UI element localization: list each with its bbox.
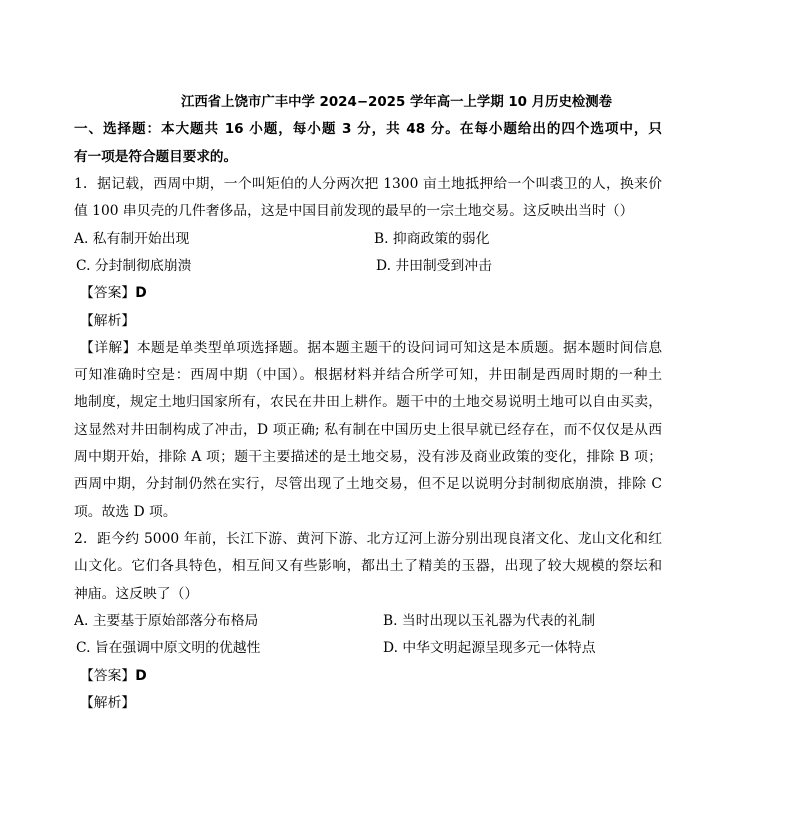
option-d: D. 中华文明起源呈现多元一体特点 xyxy=(383,640,596,657)
analysis-label: 【解析】 xyxy=(80,694,136,711)
question-2 xyxy=(74,526,662,717)
answer-line xyxy=(74,280,662,307)
section-heading-line: 一、选择题：本大题共 16 小题，每小题 3 分，共 48 分。在每小题给出的四个选项中，只 xyxy=(74,121,662,138)
detail-line: 西周中期，分封制仍然在实行，尽管出现了土地交易，但不足以说明分封制彻底崩溃，排除 C xyxy=(74,476,662,493)
detail-line: 项。故选 D 项。 xyxy=(74,503,177,520)
analysis-label: 【解析】 xyxy=(80,312,136,329)
options-row xyxy=(74,635,662,662)
page-content xyxy=(74,89,662,717)
document-title: 江西省上饶市广丰中学 2024−2025 学年高一上学期 10 月历史检测卷 xyxy=(180,95,613,110)
detail-line: 这显然对井田制构成了冲击，D 项正确; 私有制在中国历史上很早就已经存在，而不仅仅是从西 xyxy=(74,421,662,438)
detail-line: 周中期开始，排除 A 项；题干主要描述的是土地交易，没有涉及商业政策的变化，排除 B 项； xyxy=(74,449,662,466)
question-1 xyxy=(74,171,662,526)
option-a: A. 私有制开始出现 xyxy=(74,230,190,247)
section-heading xyxy=(74,116,662,171)
detail-line: 可知准确时空是：西周中期（中国）。根据材料并结合所学可知，井田制是西周时期的一种土 xyxy=(74,367,662,384)
question-stem-line: 山文化。它们各具特色，相互间又有些影响，都出土了精美的玉器，出现了较大规模的祭坛和 xyxy=(74,558,662,575)
question-stem-line: 值 100 串贝壳的几件奢侈品，这是中国目前发现的最早的一宗土地交易。这反映出当时（） xyxy=(74,203,634,220)
detail-line: 地制度，规定土地归国家所有，农民在井田上耕作。题干中的土地交易说明土地可以自由买卖， xyxy=(74,394,662,411)
option-b: B. 当时出现以玉礼器为代表的礼制 xyxy=(383,612,596,629)
detail-explanation xyxy=(74,335,662,526)
option-a: A. 主要基于原始部落分布格局 xyxy=(74,612,259,629)
answer-label: 【答案】 xyxy=(80,285,136,302)
answer-value: D xyxy=(135,285,147,302)
answer-label: 【答案】 xyxy=(80,667,136,684)
option-d: D. 井田制受到冲击 xyxy=(376,257,492,274)
answer-line xyxy=(74,663,662,690)
question-stem-line: 神庙。这反映了（） xyxy=(74,585,199,602)
options-row xyxy=(74,253,662,280)
section-heading-line: 有一项是符合题目要求的。 xyxy=(74,148,238,165)
detail-line: 【详解】本题是单类型单项选择题。据本题主题干的设问词可知这是本质题。据本题时间信息 xyxy=(80,339,662,356)
options-row xyxy=(74,608,662,635)
answer-value: D xyxy=(135,667,147,684)
option-c: C. 旨在强调中原文明的优越性 xyxy=(76,640,261,657)
options-row xyxy=(74,226,662,253)
option-c: C. 分封制彻底崩溃 xyxy=(76,257,192,274)
question-stem-line: 2．距今约 5000 年前，长江下游、黄河下游、北方辽河上游分别出现良渚文化、龙山文化和红 xyxy=(74,531,662,547)
question-stem-line: 1．据记载，西周中期，一个叫矩伯的人分两次把 1300 亩土地抵押给一个叫裘卫的人，换来价 xyxy=(74,175,662,192)
option-b: B. 抑商政策的弱化 xyxy=(374,230,490,247)
